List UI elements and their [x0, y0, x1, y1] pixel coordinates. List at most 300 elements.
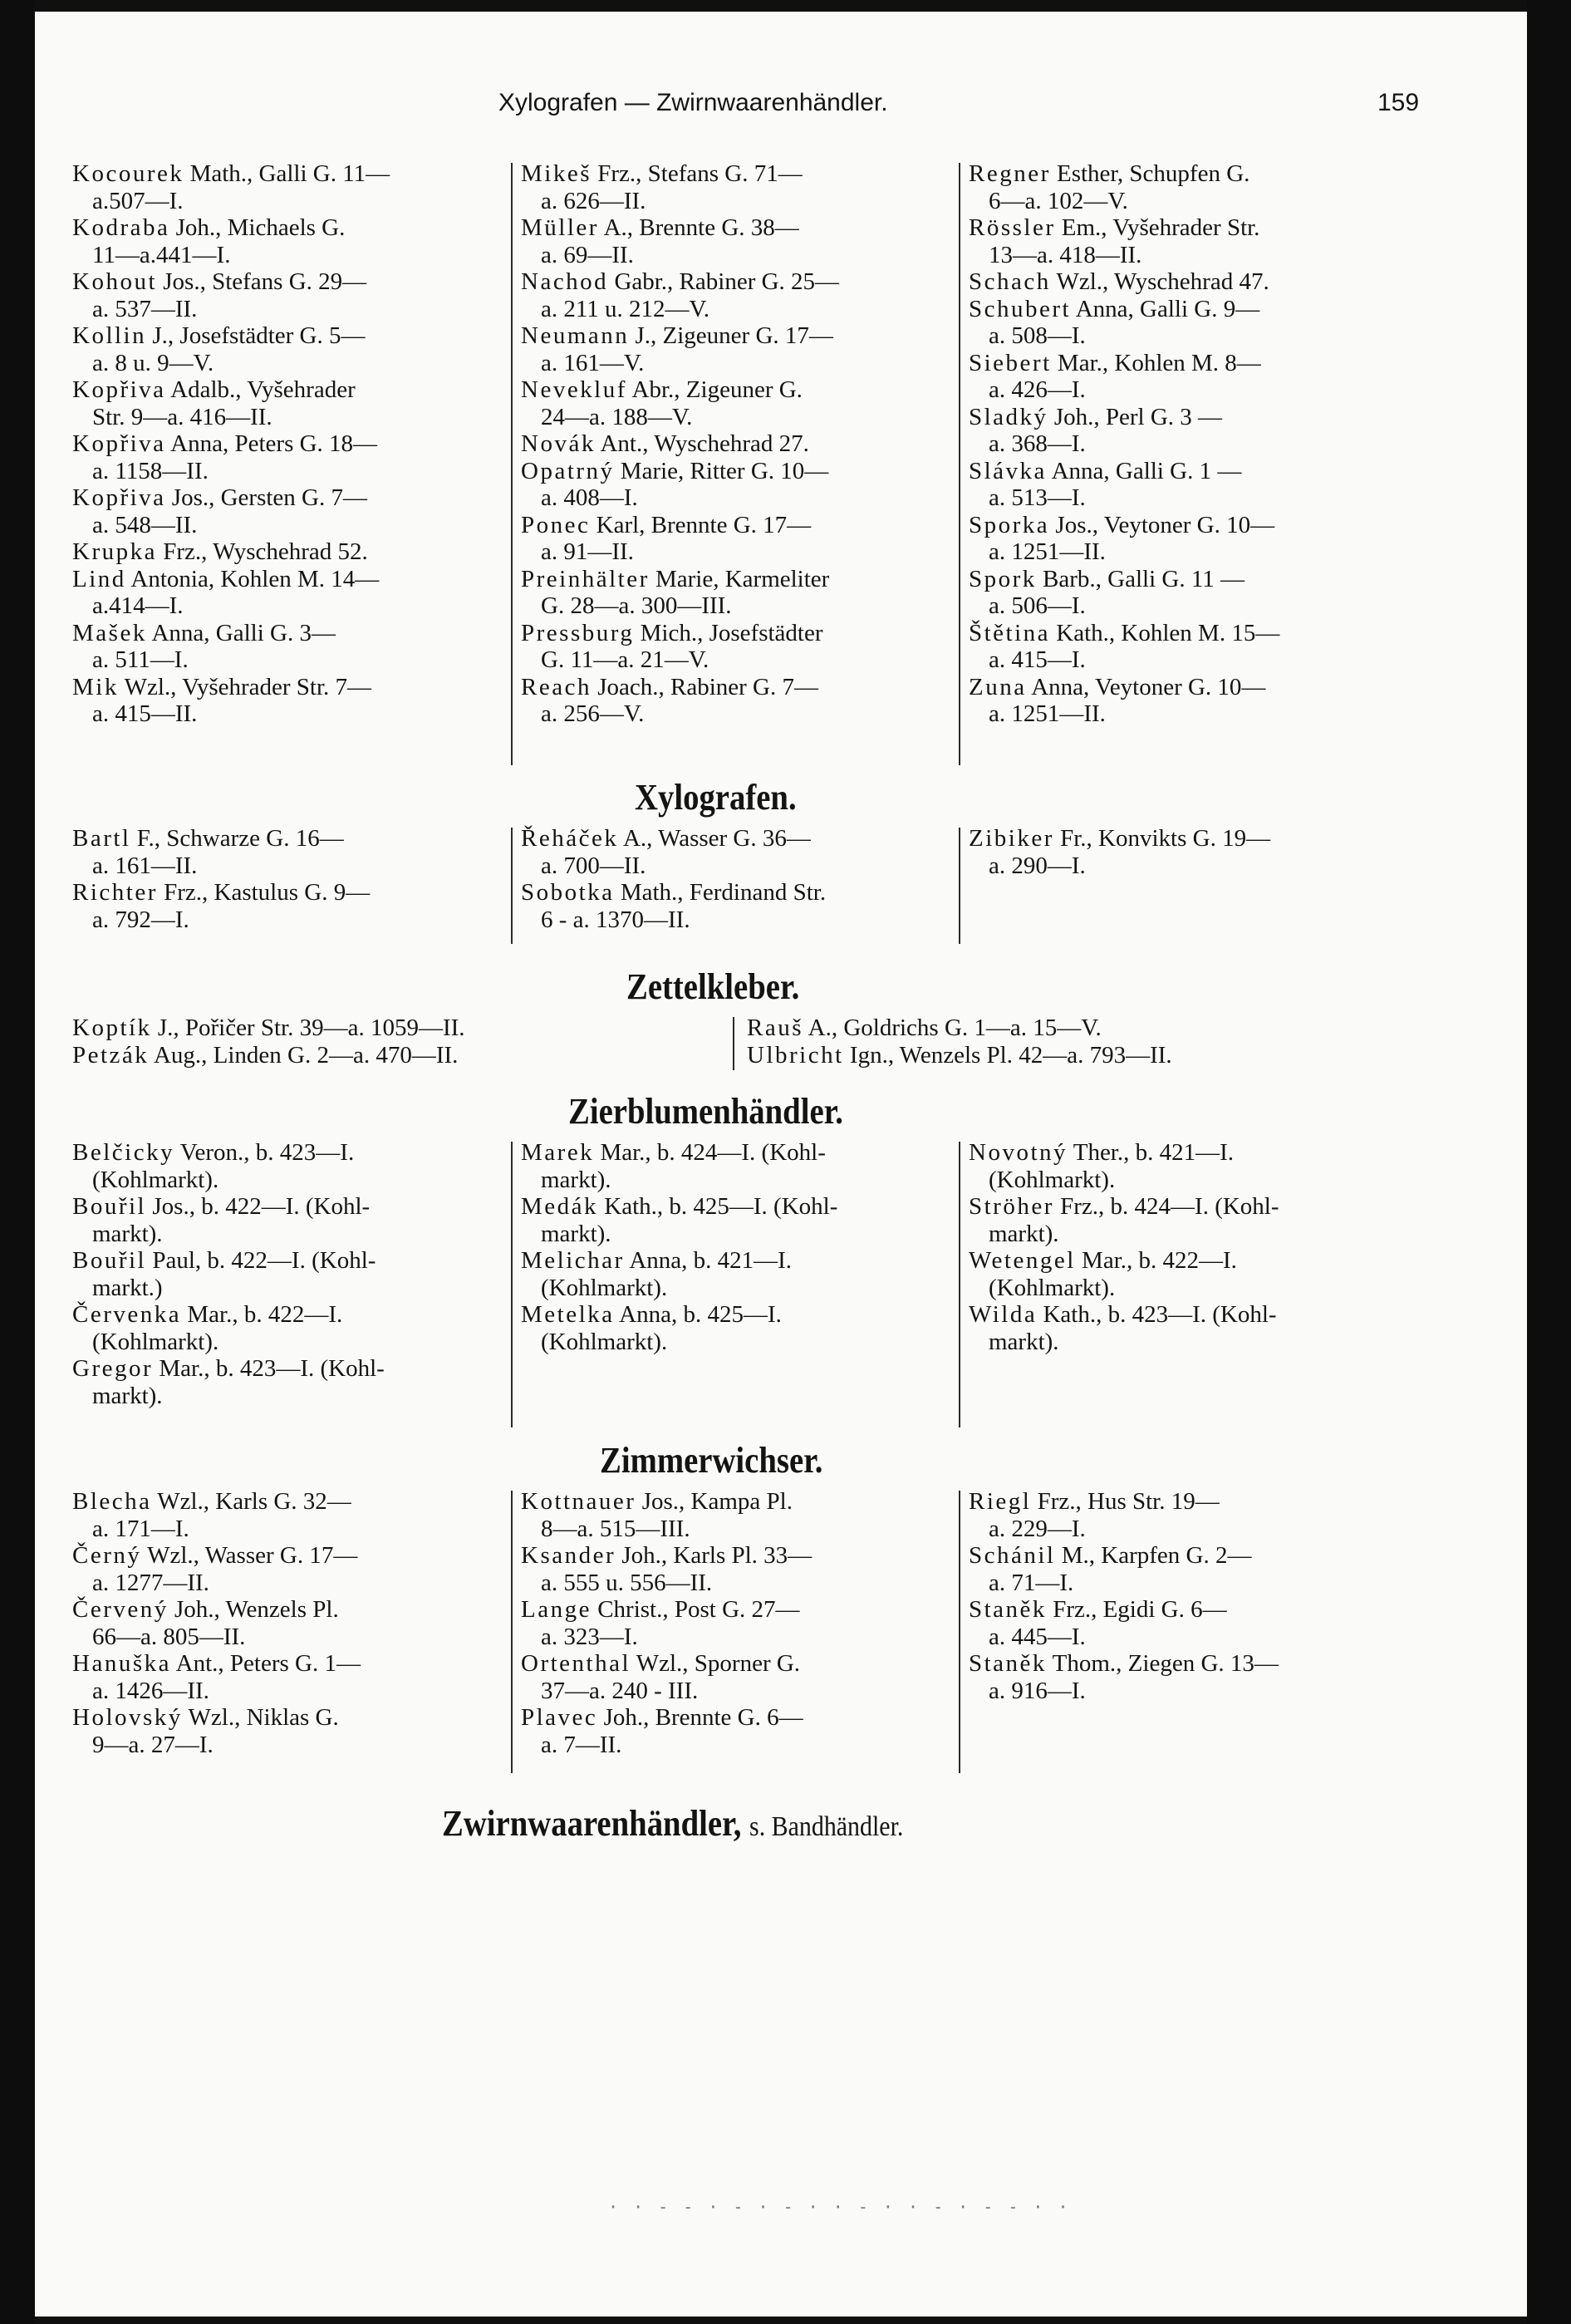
entry-line — [72, 430, 538, 458]
entry-surname: Gregor — [72, 1355, 154, 1382]
entry-surname: Opatrný — [521, 457, 615, 484]
entry-line — [72, 825, 538, 852]
entry-text: a. 91—II. — [541, 538, 634, 565]
entry-details: Karl, Brennte G. 17— — [590, 511, 812, 538]
entry-details: Ther., b. 421—I. — [1068, 1139, 1235, 1166]
entry-text: a. 415—I. — [989, 646, 1086, 673]
entry-surname: Metelka — [521, 1301, 615, 1328]
entry-line — [521, 620, 986, 647]
entry-line — [969, 1650, 1434, 1678]
entry-details: Paul, b. 422—I. (Kohl- — [146, 1247, 376, 1274]
entry-continuation — [521, 1624, 986, 1651]
entry-surname: Staněk — [969, 1650, 1047, 1677]
entry-text: (Kohlmarkt). — [541, 1328, 668, 1355]
entry-details: Mar., b. 422—I. — [181, 1301, 343, 1328]
scan-border-left — [0, 0, 35, 2324]
entry-line — [72, 879, 538, 907]
entry-details: Mar., b. 422—I. — [1075, 1247, 1237, 1274]
entry-details: Anna, Peters G. 18— — [165, 430, 378, 457]
entry-text: a.507—I. — [92, 187, 184, 214]
entry-surname: Riegl — [969, 1488, 1032, 1515]
page-number: 159 — [1377, 89, 1420, 116]
entry-line — [72, 484, 538, 512]
entry-details: Jos., b. 422—I. (Kohl- — [146, 1193, 371, 1220]
entry-line — [969, 404, 1434, 431]
entry-details: Wzl., Wyschehrad 47. — [1050, 268, 1269, 295]
section-heading-zierblumenhaendler: Zierblumenhändler. — [568, 1091, 843, 1132]
entry-details: Anna, Galli G. 9— — [1071, 295, 1260, 322]
entry-continuation — [969, 852, 1434, 880]
entry-continuation — [72, 907, 538, 934]
entry-line — [521, 1488, 986, 1516]
entry-continuation — [969, 322, 1434, 350]
entry-details: Anna, Galli G. 3— — [146, 619, 336, 646]
entry-text: 11—a.441—I. — [92, 241, 231, 268]
entry-details: Mar., b. 424—I. (Kohl- — [594, 1139, 826, 1166]
entry-details: Joh., Brennte G. 6— — [597, 1704, 803, 1731]
entry-text: a. 8 u. 9—V. — [92, 349, 214, 376]
entry-line — [521, 1247, 986, 1275]
zimmerwichser-column-3 — [969, 1488, 1434, 1704]
entry-surname: Novotný — [969, 1139, 1068, 1166]
entry-surname: Sporka — [969, 511, 1050, 538]
entry-continuation — [969, 242, 1434, 269]
entry-surname: Kohout — [72, 268, 157, 295]
entry-line — [72, 1042, 754, 1069]
entry-line — [969, 674, 1434, 701]
entry-surname: Nevekluf — [521, 376, 627, 403]
entry-continuation — [969, 538, 1434, 566]
section-heading-xylografen: Xylografen. — [635, 777, 797, 818]
entry-line — [72, 1193, 538, 1221]
entry-line — [72, 566, 538, 593]
entry-line — [969, 1247, 1434, 1275]
entry-text: a. 161—II. — [92, 852, 198, 879]
top-column-2 — [521, 160, 986, 728]
entry-details: Kath., Kohlen M. 15— — [1050, 619, 1280, 646]
entry-text: 66—a. 805—II. — [92, 1623, 246, 1650]
entry-line — [521, 322, 986, 350]
entry-continuation — [521, 1732, 986, 1759]
entry-text: 9—a. 27—I. — [92, 1731, 214, 1758]
entry-continuation — [969, 376, 1434, 404]
entry-line — [521, 1704, 986, 1732]
entry-continuation — [521, 907, 986, 934]
entry-continuation — [72, 512, 538, 539]
entry-surname: Rauš — [747, 1015, 803, 1041]
entry-continuation — [72, 1678, 538, 1705]
entry-details: Joach., Rabiner G. 7— — [591, 673, 818, 700]
entry-continuation — [521, 852, 986, 880]
entry-surname: Marek — [521, 1139, 595, 1166]
entry-text: a. 513—I. — [989, 484, 1086, 511]
entry-surname: Preinhälter — [521, 565, 650, 592]
entry-continuation — [521, 538, 986, 566]
entry-text: 37—a. 240 - III. — [541, 1677, 699, 1704]
entry-surname: Sobotka — [521, 879, 615, 906]
entry-text: Str. 9—a. 416—II. — [92, 403, 272, 430]
entry-text: markt). — [989, 1220, 1059, 1247]
entry-surname: Spork — [969, 565, 1037, 592]
entry-continuation — [72, 1570, 538, 1597]
entry-continuation — [72, 1624, 538, 1651]
entry-details: Math., Galli G. 11— — [184, 160, 390, 187]
entry-continuation — [969, 1624, 1434, 1651]
entry-text: a. 700—II. — [541, 852, 646, 879]
entry-line — [521, 376, 986, 404]
entry-details: Mich., Josefstädter — [634, 619, 823, 646]
entry-details: Kath., b. 423—I. (Kohl- — [1037, 1301, 1277, 1328]
entry-details: Kath., b. 425—I. (Kohl- — [598, 1193, 838, 1220]
entry-text: markt). — [541, 1166, 611, 1193]
entry-text: (Kohlmarkt). — [989, 1166, 1116, 1193]
xylografen-column-2 — [521, 825, 986, 933]
entry-details: Christ., Post G. 27— — [591, 1596, 800, 1623]
entry-continuation — [72, 852, 538, 880]
entry-line — [72, 1542, 538, 1570]
entry-details: Joh., Michaels G. — [169, 214, 346, 241]
entry-details: Adalb., Vyšehrader — [165, 376, 356, 403]
entry-line — [521, 1542, 986, 1570]
entry-continuation — [521, 242, 986, 269]
column-rule — [959, 1142, 960, 1427]
entry-continuation — [521, 1167, 986, 1194]
entry-continuation — [521, 404, 986, 431]
entry-continuation — [72, 296, 538, 323]
entry-line — [969, 296, 1434, 323]
entry-text: a. 1426—II. — [92, 1677, 209, 1704]
entry-surname: Wilda — [969, 1301, 1038, 1328]
entry-details: Ign., Wenzels Pl. 42—a. 793—II. — [843, 1041, 1172, 1069]
entry-surname: Medák — [521, 1193, 599, 1220]
entry-line — [521, 1301, 986, 1329]
entry-details: Frz., Stefans G. 71— — [592, 160, 803, 187]
entry-text: a. 323—I. — [541, 1623, 638, 1650]
entry-line — [72, 214, 538, 242]
entry-details: Jos., Kampa Pl. — [636, 1488, 793, 1515]
entry-continuation — [521, 296, 986, 323]
entry-line — [521, 1193, 986, 1221]
column-rule — [959, 828, 960, 944]
entry-surname: Ulbricht — [747, 1041, 844, 1069]
entry-text: a. 368—I. — [989, 430, 1086, 457]
entry-line — [72, 1650, 538, 1678]
entry-continuation — [521, 1570, 986, 1597]
column-rule — [511, 163, 513, 765]
entry-continuation — [969, 1167, 1434, 1194]
entry-text: a. 229—I. — [989, 1515, 1086, 1542]
entry-line — [72, 1139, 538, 1167]
entry-line — [969, 1542, 1434, 1570]
entry-details: J., Josefstädter G. 5— — [146, 322, 366, 349]
entry-details: Wzl., Sporner G. — [631, 1650, 801, 1677]
entry-continuation — [72, 350, 538, 377]
entry-text: markt). — [92, 1382, 163, 1409]
entry-surname: Slávka — [969, 457, 1047, 484]
entry-line — [72, 322, 538, 350]
entry-details: Mar., b. 423—I. (Kohl- — [153, 1355, 385, 1382]
entry-surname: Ortenthal — [521, 1650, 631, 1677]
entry-details: Anna, b. 421—I. — [624, 1247, 793, 1274]
entry-line — [72, 538, 538, 566]
entry-line — [969, 512, 1434, 539]
entry-text: a. 508—I. — [989, 322, 1086, 349]
section-heading-zettelkleber: Zettelkleber. — [626, 966, 800, 1007]
entry-text: 13—a. 418—II. — [989, 241, 1142, 268]
entry-line — [521, 214, 986, 242]
entry-surname: Krupka — [72, 538, 157, 565]
entry-line — [969, 1193, 1434, 1221]
entry-details: Jos., Stefans G. 29— — [157, 268, 367, 295]
entry-continuation — [521, 1329, 986, 1356]
entry-details: Anna, Veytoner G. 10— — [1026, 673, 1266, 700]
entry-surname: Holovský — [72, 1704, 183, 1731]
entry-surname: Belčicky — [72, 1139, 175, 1166]
entry-line — [521, 1650, 986, 1678]
entry-line — [747, 1042, 1411, 1069]
entry-details: Veron., b. 423—I. — [174, 1139, 355, 1166]
entry-details: Joh., Perl G. 3 — — [1048, 403, 1223, 430]
entry-details: Frz., Hus Str. 19— — [1031, 1488, 1220, 1515]
entry-surname: Novák — [521, 430, 596, 457]
entry-details: Marie, Karmeliter — [649, 565, 830, 592]
entry-surname: Siebert — [969, 349, 1052, 376]
entry-details: Barb., Galli G. 11 — — [1036, 565, 1245, 592]
entry-surname: Mik — [72, 673, 119, 700]
entry-continuation — [521, 592, 986, 620]
entry-continuation — [72, 1329, 538, 1356]
entry-continuation — [72, 700, 538, 728]
entry-details: Jos., Veytoner G. 10— — [1049, 511, 1275, 538]
entry-surname: Kocourek — [72, 160, 184, 187]
zimmerwichser-column-2 — [521, 1488, 986, 1758]
entry-text: a. 626—II. — [541, 187, 646, 214]
entry-text: a. 445—I. — [989, 1623, 1086, 1650]
entry-surname: Ströher — [969, 1193, 1054, 1220]
entry-line — [969, 350, 1434, 377]
entry-surname: Mikeš — [521, 160, 592, 187]
entry-surname: Müller — [521, 214, 599, 241]
entry-surname: Neumann — [521, 322, 630, 349]
entry-details: Wzl., Karls G. 32— — [151, 1488, 351, 1515]
entry-text: markt). — [92, 1220, 163, 1247]
entry-line — [969, 1596, 1434, 1624]
entry-surname: Řeháček — [521, 825, 619, 852]
entry-line — [521, 430, 986, 458]
entry-details: Esther, Schupfen G. — [1050, 160, 1250, 187]
entry-line — [72, 1301, 538, 1329]
entry-text: a. 290—I. — [989, 852, 1086, 879]
entry-text: 6—a. 102—V. — [989, 187, 1128, 214]
entry-continuation — [521, 484, 986, 512]
entry-line — [72, 1488, 538, 1516]
entry-details: Jos., Gersten G. 7— — [165, 484, 367, 511]
entry-surname: Regner — [969, 160, 1051, 187]
entry-surname: Pressburg — [521, 619, 635, 646]
entry-line — [521, 160, 986, 188]
entry-surname: Ksander — [521, 1542, 616, 1569]
entry-continuation — [72, 1275, 538, 1302]
entry-surname: Schach — [969, 268, 1051, 295]
column-rule — [733, 1017, 734, 1070]
entry-details: M., Karpfen G. 2— — [1055, 1542, 1252, 1569]
entry-line — [521, 458, 986, 485]
entry-details: Frz., Wyschehrad 52. — [156, 538, 368, 565]
entry-continuation — [72, 404, 538, 431]
zimmerwichser-column-1 — [72, 1488, 538, 1758]
entry-text: (Kohlmarkt). — [92, 1328, 219, 1355]
entry-surname: Sladký — [969, 403, 1048, 430]
zierblumen-column-3 — [969, 1139, 1434, 1355]
entry-surname: Červenka — [72, 1301, 182, 1328]
entry-surname: Kopřiva — [72, 484, 166, 511]
entry-text: a. 506—I. — [989, 592, 1086, 619]
entry-text: a. 69—II. — [541, 241, 634, 268]
entry-surname: Štětina — [969, 619, 1051, 646]
entry-surname: Reach — [521, 673, 592, 700]
entry-details: Abr., Zigeuner G. — [626, 376, 803, 403]
footer-entry — [442, 1802, 903, 1845]
entry-line — [72, 376, 538, 404]
entry-details: Thom., Ziegen G. 13— — [1046, 1650, 1279, 1677]
entry-text: a. 1251—II. — [989, 538, 1106, 565]
entry-surname: Schubert — [969, 295, 1072, 322]
entry-continuation — [969, 592, 1434, 620]
entry-line — [72, 1704, 538, 1732]
entry-surname: Koptík — [72, 1015, 152, 1041]
entry-surname: Bouřil — [72, 1247, 147, 1274]
entry-surname: Bartl — [72, 825, 131, 852]
entry-continuation — [969, 1275, 1434, 1302]
entry-text: markt). — [541, 1220, 611, 1247]
entry-line — [747, 1015, 1411, 1042]
entry-text: a. 415—II. — [92, 700, 198, 727]
entry-continuation — [969, 1329, 1434, 1356]
entry-line — [72, 160, 538, 188]
entry-text: a. 792—I. — [92, 906, 189, 933]
entry-line — [72, 268, 538, 296]
entry-text: (Kohlmarkt). — [989, 1274, 1116, 1301]
entry-text: G. 11—a. 21—V. — [541, 646, 709, 673]
entry-text: 8—a. 515—III. — [541, 1515, 690, 1542]
xylografen-column-1 — [72, 825, 538, 933]
entry-line — [521, 674, 986, 701]
entry-text: a. 537—II. — [92, 295, 198, 322]
entry-continuation — [969, 1570, 1434, 1597]
entry-continuation — [521, 350, 986, 377]
entry-text: G. 28—a. 300—III. — [541, 592, 732, 619]
entry-details: Mar., Kohlen M. 8— — [1051, 349, 1261, 376]
entry-surname: Zibiker — [969, 825, 1054, 852]
zettelkleber-right — [747, 1015, 1411, 1069]
entry-surname: Plavec — [521, 1704, 598, 1731]
entry-line — [72, 1355, 538, 1383]
entry-details: Anna, b. 425—I. — [614, 1301, 782, 1328]
entry-continuation — [72, 646, 538, 674]
entry-surname: Zuna — [969, 673, 1027, 700]
entry-surname: Rössler — [969, 214, 1056, 241]
entry-line — [72, 1596, 538, 1624]
entry-text: markt.) — [92, 1274, 163, 1301]
entry-line — [521, 512, 986, 539]
top-column-3 — [969, 160, 1434, 728]
entry-details: Antonia, Kohlen M. 14— — [125, 565, 380, 592]
entry-text: a. 1277—II. — [92, 1569, 209, 1596]
entry-continuation — [969, 1678, 1434, 1705]
entry-text: a. 511—I. — [92, 646, 189, 673]
entry-line — [521, 1139, 986, 1167]
entry-line — [72, 1247, 538, 1275]
entry-continuation — [521, 1221, 986, 1248]
entry-line — [969, 825, 1434, 852]
entry-details: J., Pořičer Str. 39—a. 1059—II. — [151, 1015, 465, 1041]
entry-details: Ant., Peters G. 1— — [170, 1650, 361, 1677]
entry-continuation — [969, 1221, 1434, 1248]
entry-continuation — [969, 1516, 1434, 1543]
entry-line — [969, 268, 1434, 296]
entry-details: Joh., Karls Pl. 33— — [616, 1542, 813, 1569]
entry-details: Fr., Konvikts G. 19— — [1053, 825, 1271, 852]
entry-text: a.414—I. — [92, 592, 184, 619]
entry-line — [72, 674, 538, 701]
entry-surname: Staněk — [969, 1596, 1047, 1623]
entry-details: A., Wasser G. 36— — [618, 825, 811, 852]
entry-details: Ant., Wyschehrad 27. — [595, 430, 809, 457]
entry-text: a. 548—II. — [92, 511, 198, 538]
running-title: Xylografen — Zwirnwaarenhändler. — [498, 89, 888, 116]
entry-continuation — [521, 700, 986, 728]
column-rule — [511, 1142, 513, 1427]
column-rule — [511, 828, 513, 944]
entry-line — [521, 1596, 986, 1624]
entry-surname: Kottnauer — [521, 1488, 636, 1515]
entry-text: a. 555 u. 556—II. — [541, 1569, 713, 1596]
entry-text: a. 161—V. — [541, 349, 645, 376]
entry-surname: Nachod — [521, 268, 609, 295]
entry-continuation — [521, 1516, 986, 1543]
column-rule — [511, 1491, 513, 1773]
entry-surname: Lange — [521, 1596, 592, 1623]
entry-line — [969, 566, 1434, 593]
entry-details: F., Schwarze G. 16— — [130, 825, 344, 852]
entry-continuation — [72, 188, 538, 215]
entry-text: a. 71—I. — [989, 1569, 1074, 1596]
entry-continuation — [521, 1678, 986, 1705]
entry-continuation — [521, 646, 986, 674]
entry-details: Marie, Ritter G. 10— — [614, 457, 829, 484]
entry-surname: Kodraba — [72, 214, 170, 241]
entry-text: a. 408—I. — [541, 484, 638, 511]
entry-details: Wzl., Wasser G. 17— — [141, 1542, 358, 1569]
entry-continuation — [969, 188, 1434, 215]
entry-text: (Kohlmarkt). — [541, 1274, 668, 1301]
entry-text: a. 426—I. — [989, 376, 1086, 403]
entry-details: J., Zigeuner G. 17— — [629, 322, 833, 349]
entry-details: Frz., Kastulus G. 9— — [157, 879, 371, 906]
entry-text: markt). — [989, 1328, 1059, 1355]
entry-line — [969, 1301, 1434, 1329]
entry-continuation — [72, 1221, 538, 1248]
entry-line — [969, 214, 1434, 242]
entry-surname: Kopřiva — [72, 376, 166, 403]
entry-surname: Richter — [72, 879, 158, 906]
entry-surname: Červený — [72, 1596, 169, 1623]
entry-surname: Petzák — [72, 1041, 150, 1069]
entry-surname: Černý — [72, 1542, 142, 1569]
entry-surname: Schánil — [969, 1542, 1056, 1569]
entry-line — [72, 1015, 754, 1042]
entry-continuation — [72, 242, 538, 269]
